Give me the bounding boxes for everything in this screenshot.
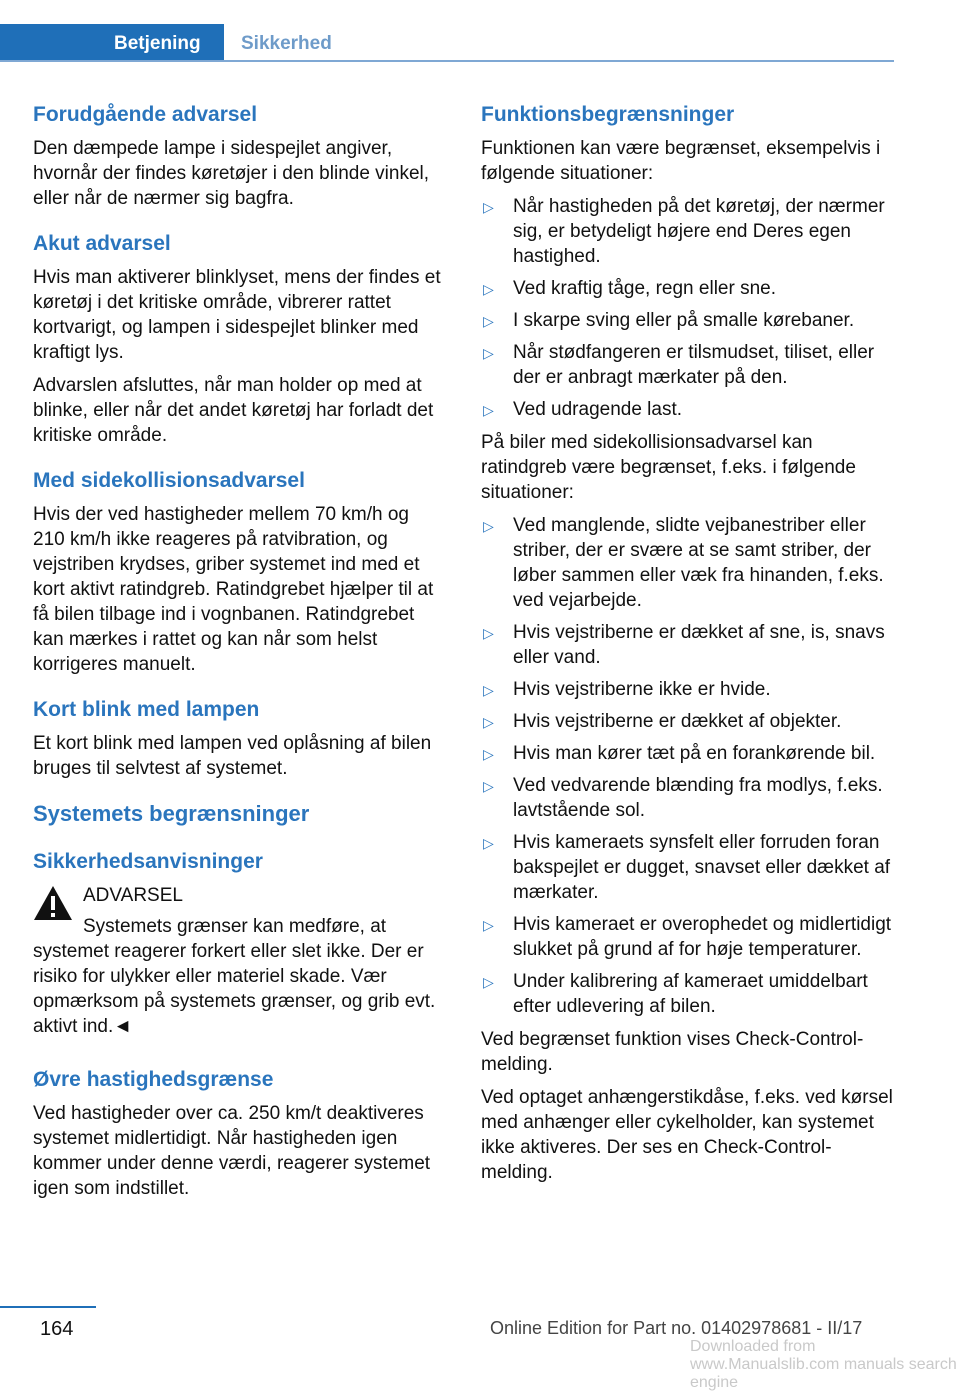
list-item-text: Hvis man kører tæt på en forankørende bil. [513,743,876,764]
list-item [481,397,899,422]
list-item-text: Ved udragende last. [513,399,683,420]
heading-sikkerhedsanvisninger: Sikkerhedsanvisninger [33,850,263,873]
paragraph: Ved begrænset funktion vises Check-Control-melding. [481,1029,864,1075]
list-item-text: Når stødfangeren er tilsmudset, tiliset, eller der er anbragt mærkater på den. [513,342,875,388]
paragraph: Den dæmpede lampe i sidespejlet angiver, hvornår der findes køretøjer i den blinde vinkel, eller når de nærmer sig bagfra. [33,138,430,209]
list-item-text: Hvis vejstriberne er dækket af objekter. [513,711,842,732]
heading-forudgaaende-advarsel: Forudgående advarsel [33,103,258,126]
triangle-right-outline-icon: ▷ [483,746,494,762]
heading-funktionsbegraensninger: Funktionsbegrænsninger [481,103,735,126]
triangle-right-outline-icon: ▷ [483,199,494,215]
heading-oevre-hastighedsgraense: Øvre hastighedsgrænse [33,1068,274,1091]
heading-med-sidekollisionsadvarsel: Med sidekollisionsadvarsel [33,469,305,492]
triangle-right-outline-icon: ▷ [483,714,494,730]
list-item [481,830,899,905]
triangle-right-outline-icon: ▷ [483,518,494,534]
list-item-text: Ved vedvarende blænding fra modlys, f.eks. lavtstående sol. [513,775,883,821]
triangle-right-outline-icon: ▷ [483,917,494,933]
triangle-right-outline-icon: ▷ [483,402,494,418]
list-item-text: Ved kraftig tåge, regn eller sne. [513,278,776,299]
list-item-text: Hvis vejstriberne er dækket af sne, is, snavs eller vand. [513,622,885,668]
footer-divider [0,1306,96,1308]
list-item [481,340,899,390]
heading-kort-blink: Kort blink med lampen [33,698,260,721]
triangle-right-outline-icon: ▷ [483,625,494,641]
list-steering-limits [481,513,899,1019]
paragraph: Funktionen kan være begrænset, eksempelvis i følgende situationer: [481,138,881,184]
list-item-text: Under kalibrering af kameraet umiddelbart efter udlevering af bilen. [513,971,868,1017]
triangle-right-outline-icon: ▷ [483,682,494,698]
list-situations [481,194,899,422]
list-item-text: Ved manglende, slidte vejbanestriber eller striber, der er svære at se samt striber, der løber sammen eller væk fra hinanden, f.eks. ved vejarbejde. [513,515,884,611]
list-item [481,308,899,333]
tab-sikkerhed[interactable]: Sikkerhed [241,33,332,54]
tab-betjening[interactable]: Betjening [0,24,224,62]
list-item [481,969,899,1019]
triangle-right-outline-icon: ▷ [483,778,494,794]
list-item [481,773,899,823]
paragraph: Hvis der ved hastigheder mellem 70 km/h og 210 km/h ikke reageres på ratvibration, og vejstriben krydses, griber systemet ind med et kort aktivt ratindgreb. Ratindgrebet hjælper til at få bilen tilbage ind i vognbanen. Ratindgrebet kan mærkes i rattet og kan når som helst korrigeres manuelt. [33,504,434,675]
list-item [481,741,899,766]
paragraph: Hvis man aktiverer blinklyset, mens der findes et køretøj i det kritiske område, vibrerer rattet kortvarigt, og lampen i sidespejlet blinker med kraftigt lys. [33,267,441,363]
list-item-text: Når hastigheden på det køretøj, der nærmer sig, er betydeligt højere end Deres egen hastighed. [513,196,885,267]
paragraph: På biler med sidekollisionsadvarsel kan ratindgreb være begrænset, f.eks. i følgende situationer: [481,432,856,503]
right-column [481,100,899,1193]
list-item [481,276,899,301]
paragraph: Et kort blink med lampen ved oplåsning af bilen bruges til selvtest af systemet. [33,733,432,779]
list-item-text: Hvis vejstriberne ikke er hvide. [513,679,771,700]
list-item-text: Hvis kameraets synsfelt eller forruden foran bakspejlet er dugget, snavset eller dækket af mærkater. [513,832,891,903]
warning-box [33,883,445,1039]
triangle-right-outline-icon: ▷ [483,835,494,851]
warning-text: Systemets grænser kan medføre, at systemet reagerer forkert eller slet ikke. Der er risiko for ulykker eller materiel skade. Vær opmærksom på systemets grænser, og grib evt. aktivt ind.◄ [33,916,436,1037]
triangle-right-outline-icon: ▷ [483,281,494,297]
heading-akut-advarsel: Akut advarsel [33,232,171,255]
triangle-right-outline-icon: ▷ [483,974,494,990]
header-divider [0,60,894,62]
paragraph: Advarslen afsluttes, når man holder op med at blinke, eller når det andet køretøj har forladt det kritiske område. [33,375,434,446]
page-number: 164 [40,1318,74,1340]
list-item [481,912,899,962]
triangle-right-outline-icon: ▷ [483,345,494,361]
warning-title: ADVARSEL [83,885,183,906]
paragraph: Ved hastigheder over ca. 250 km/t deaktiveres systemet midlertidigt. Når hastigheden igen kommer under denne værdi, reagerer systemet igen som indstillet. [33,1103,431,1199]
list-item [481,620,899,670]
list-item [481,513,899,613]
watermark: Downloaded from www.Manualslib.com manuals search engine [690,1338,957,1391]
top-navigation [0,0,960,64]
list-item [481,677,899,702]
heading-systemets-begraensninger: Systemets begrænsninger [33,801,310,826]
left-column [33,100,445,1209]
list-item-text: Hvis kameraet er overophedet og midlertidigt slukket på grund af for høje temperaturer. [513,914,892,960]
triangle-right-outline-icon: ▷ [483,313,494,329]
list-item [481,709,899,734]
warning-triangle-icon [33,885,73,921]
list-item-text: I skarpe sving eller på smalle kørebaner. [513,310,855,331]
edition-text: Online Edition for Part no. 01402978681 - II/17 [490,1318,863,1338]
list-item [481,194,899,269]
paragraph: Ved optaget anhængerstikdåse, f.eks. ved kørsel med anhænger eller cykelholder, kan systemet ikke aktiveres. Der ses en Check-Control-melding. [481,1087,893,1183]
